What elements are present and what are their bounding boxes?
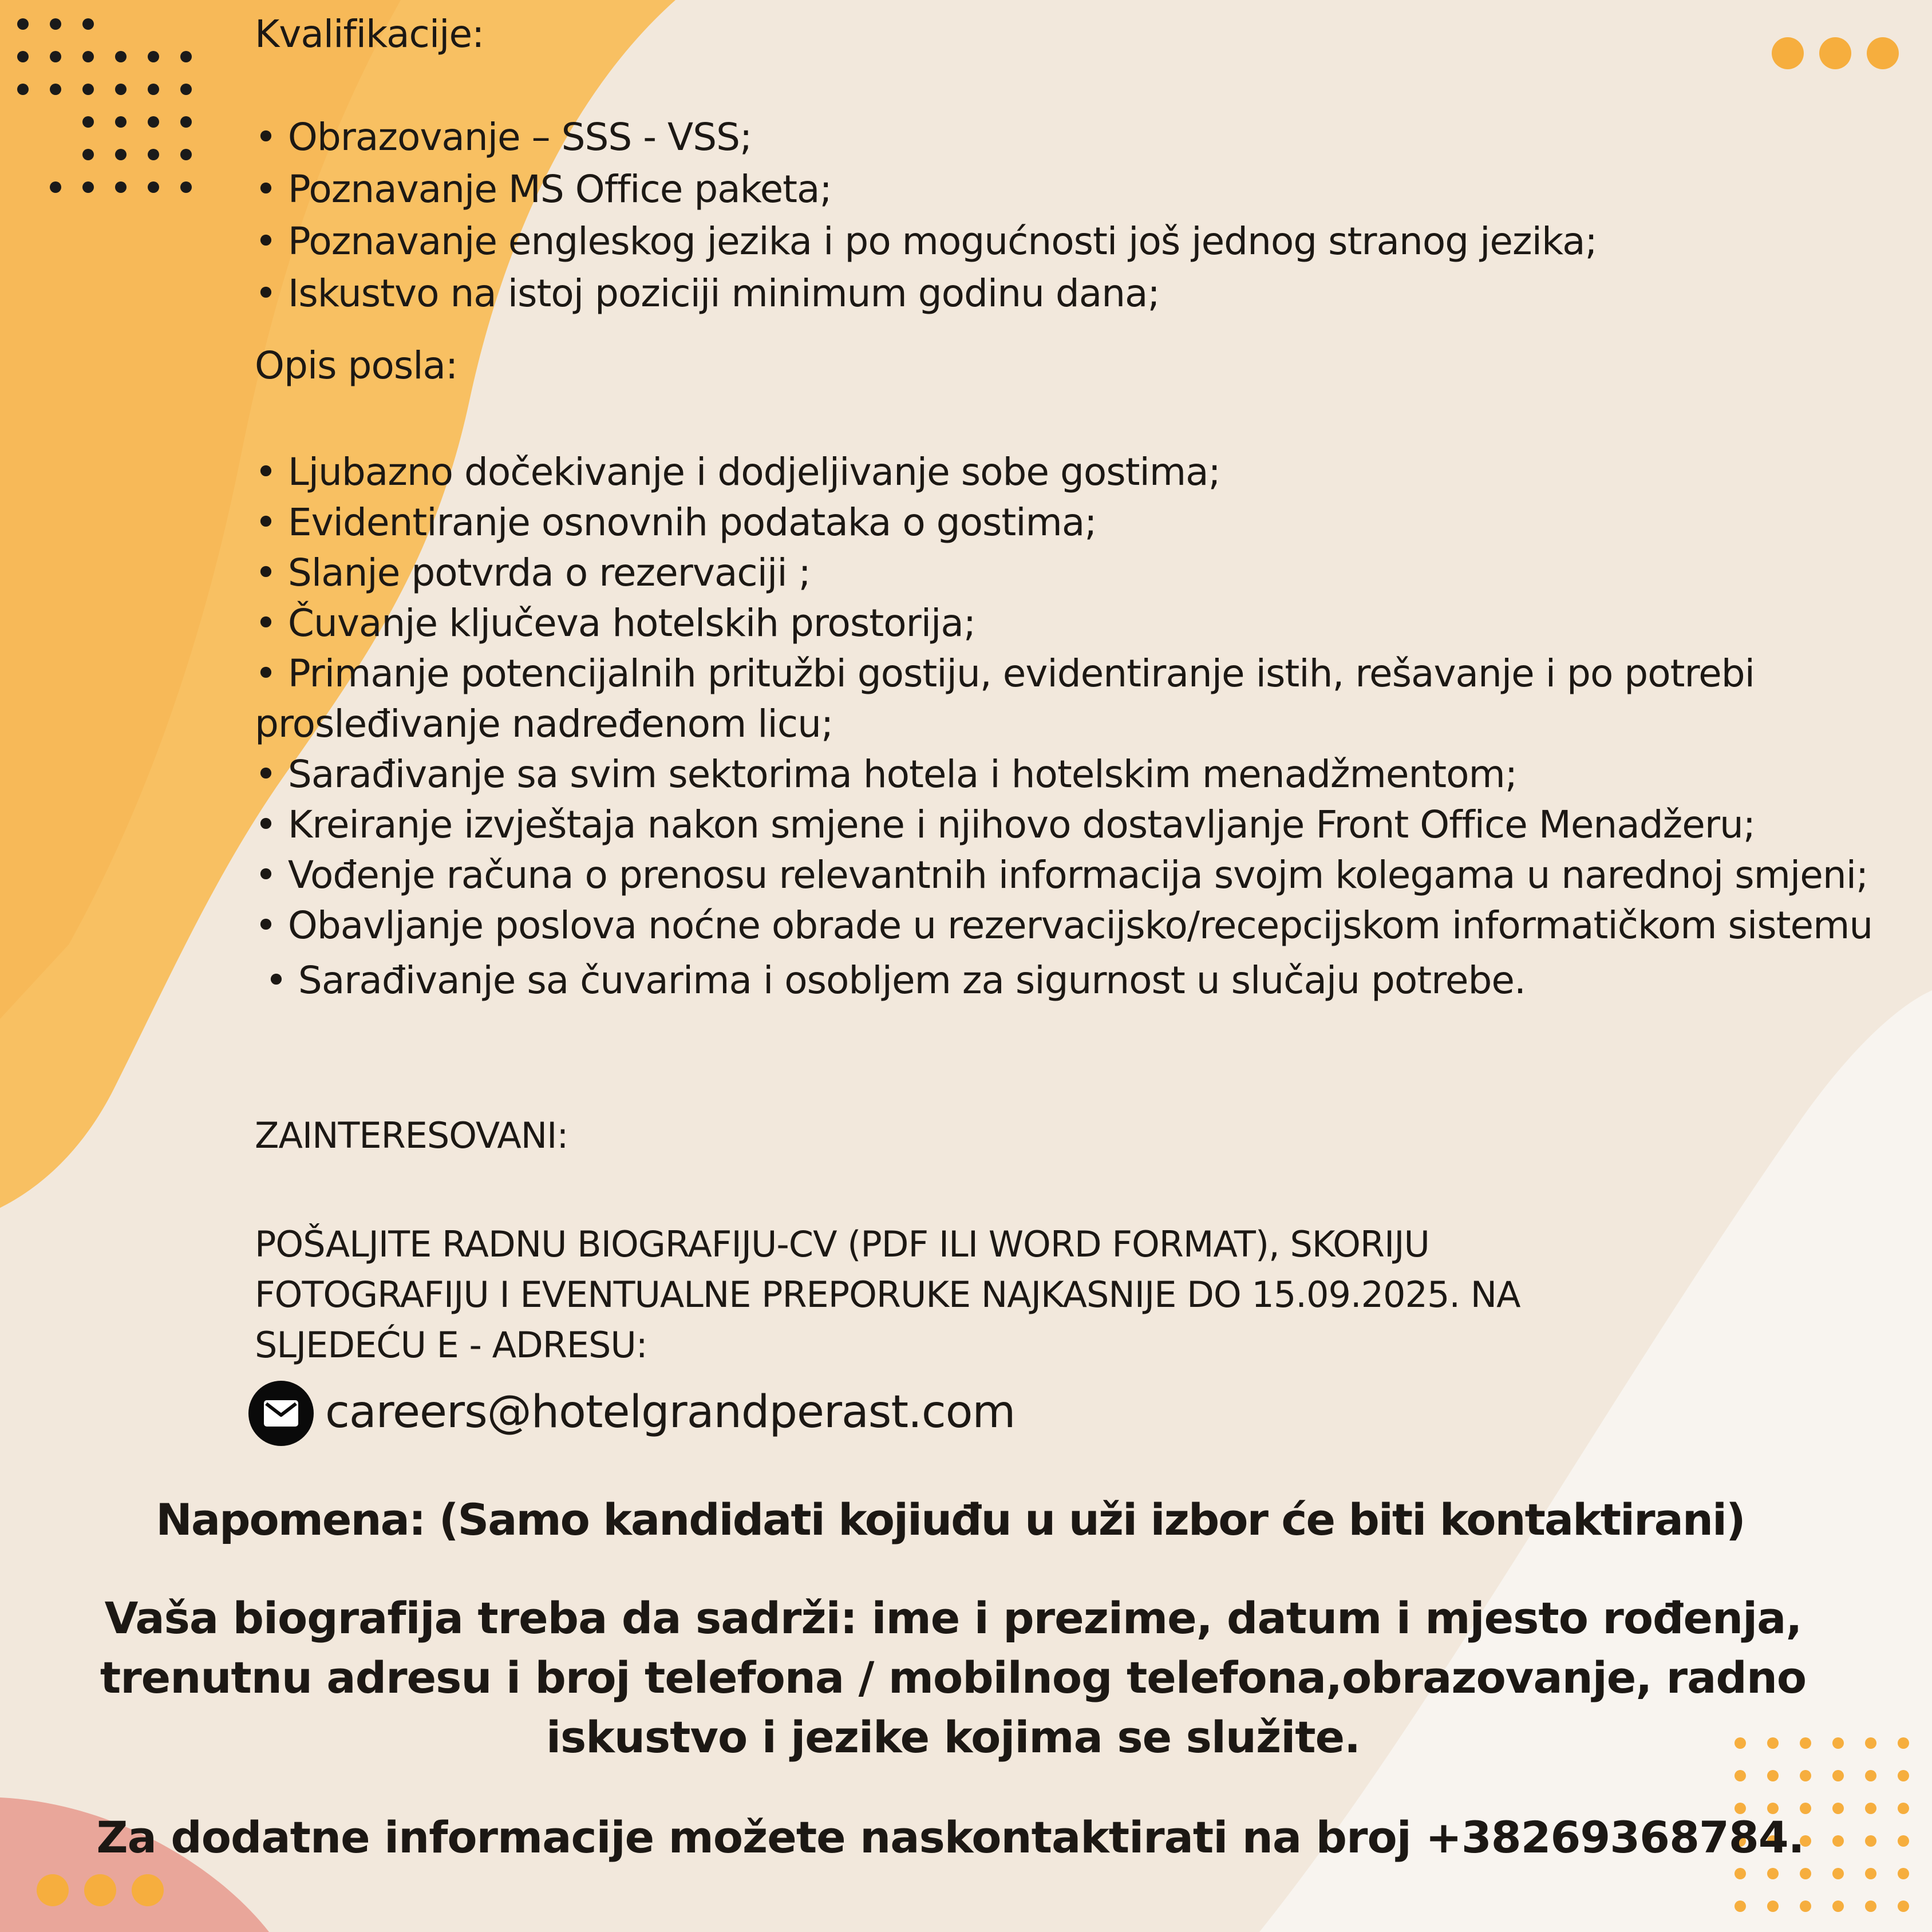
- qualification-item: • Obrazovanje – SSS - VSS;: [255, 112, 1886, 164]
- envelope-icon: [248, 1381, 314, 1446]
- orange-dot: [1767, 1868, 1779, 1879]
- dark-dot: [115, 181, 127, 193]
- dark-dot: [180, 51, 192, 62]
- contact-text: Za dodatne informacije možete naskontaktirati na broj +38269368784.: [96, 1812, 1804, 1863]
- orange-dot: [1735, 1770, 1746, 1781]
- orange-dot: [1800, 1901, 1811, 1912]
- orange-dot: [1832, 1770, 1844, 1781]
- dark-dot: [82, 149, 94, 160]
- dark-dot: [82, 51, 94, 62]
- orange-dot: [1898, 1868, 1909, 1879]
- apply-instructions: POŠALJITE RADNU BIOGRAFIJU-CV (PDF ILI WORD FORMAT), SKORIJU FOTOGRAFIJU I EVENTUALNE PREPORUKE NAJKASNIJE DO 15.09.2025. NA SLJEDEĆU E - ADRESU:: [255, 1223, 1520, 1366]
- dark-dot: [115, 149, 127, 160]
- qualification-item: • Iskustvo na istoj poziciji minimum godinu dana;: [255, 268, 1886, 319]
- dark-dot: [180, 84, 192, 95]
- note-text: Napomena: (Samo kandidati kojiuđu u uži izbor će biti kontaktirani): [156, 1494, 1745, 1545]
- orange-dot: [1865, 1868, 1876, 1879]
- dark-dot: [17, 51, 29, 62]
- dark-dot: [148, 84, 159, 95]
- job-description-section: [255, 341, 1915, 1006]
- dark-dot: [50, 84, 61, 95]
- dark-dot: [115, 84, 127, 95]
- dark-dot: [148, 149, 159, 160]
- dark-dot: [180, 116, 192, 128]
- duty-item: • Sarađivanje sa svim sektorima hotela i hotelskim menadžmentom;: [255, 749, 1915, 800]
- orange-dot: [1832, 1868, 1844, 1879]
- dark-dot: [17, 18, 29, 30]
- orange-dot: [1865, 1737, 1876, 1749]
- dark-dot: [17, 84, 29, 95]
- orange-dot: [1800, 1868, 1811, 1879]
- orange-dot: [1800, 1770, 1811, 1781]
- dark-dot: [148, 51, 159, 62]
- orange-dot: [1767, 1901, 1779, 1912]
- dark-dot: [115, 116, 127, 128]
- orange-dot: [1735, 1868, 1746, 1879]
- qualifications-list: [255, 112, 1886, 319]
- duty-item: • Slanje potvrda o rezervaciji ;: [255, 548, 1915, 598]
- orange-dot: [1865, 1770, 1876, 1781]
- duty-item: • Sarađivanje sa čuvarima i osobljem za sigurnost u slučaju potrebe.: [265, 955, 1915, 1006]
- qualifications-section: [255, 9, 1886, 319]
- qualification-item: • Poznavanje engleskog jezika i po mogućnosti još jednog stranog jezika;: [255, 216, 1886, 268]
- job-description-heading: Opis posla:: [255, 343, 458, 388]
- duty-item: • Čuvanje ključeva hotelskih prostorija;: [255, 598, 1915, 649]
- dark-dot: [82, 181, 94, 193]
- duty-item: • Vođenje računa o prenosu relevantnih informacija svojm kolegama u narednoj smjeni;: [255, 850, 1915, 900]
- duty-item: • Primanje potencijalnih pritužbi gostiju, evidentiranje istih, rešavanje i po potrebi prosleđivanje nadređenom licu;: [255, 649, 1846, 749]
- duty-item: • Ljubazno dočekivanje i dodjeljivanje sobe gostima;: [255, 447, 1915, 497]
- orange-dot: [1767, 1770, 1779, 1781]
- orange-dot: [1735, 1901, 1746, 1912]
- orange-dot: [1832, 1901, 1844, 1912]
- dark-dot: [50, 181, 61, 193]
- dark-dot: [180, 149, 192, 160]
- bottom-left-dots-icon: [37, 1874, 164, 1906]
- orange-dot: [1898, 1901, 1909, 1912]
- qualification-item: • Poznavanje MS Office paketa;: [255, 164, 1886, 216]
- apply-heading: ZAINTERESOVANI:: [255, 1115, 568, 1156]
- qualifications-heading: Kvalifikacije:: [255, 12, 484, 56]
- orange-dot: [1898, 1737, 1909, 1749]
- dark-dot: [148, 181, 159, 193]
- duty-item: • Kreiranje izvještaja nakon smjene i njihovo dostavljanje Front Office Menadžeru;: [255, 800, 1915, 850]
- dark-dot: [148, 116, 159, 128]
- orange-dot: [1898, 1770, 1909, 1781]
- dark-dot: [180, 181, 192, 193]
- dark-dot: [50, 18, 61, 30]
- dark-dot: [82, 18, 94, 30]
- dark-dot: [50, 51, 61, 62]
- dark-dot: [115, 51, 127, 62]
- cv-requirements-text: Vaša biografija treba da sadrži: ime i prezime, datum i mjesto rođenja, trenutnu adresu i broj telefona / mobilnog telefona,obrazovanje, radno iskustvo i jezike kojima se služite.: [100, 1593, 1807, 1763]
- job-description-list: [255, 447, 1915, 1006]
- dark-dot: [82, 84, 94, 95]
- duty-item: • Evidentiranje osnovnih podataka o gostima;: [255, 497, 1915, 548]
- duty-item: • Obavljanje poslova noćne obrade u rezervacijsko/recepcijskom informatičkom sistemu: [255, 900, 1915, 951]
- orange-dot: [1865, 1901, 1876, 1912]
- dark-dot: [82, 116, 94, 128]
- email-link[interactable]: careers@hotelgrandperast.com: [325, 1386, 1016, 1438]
